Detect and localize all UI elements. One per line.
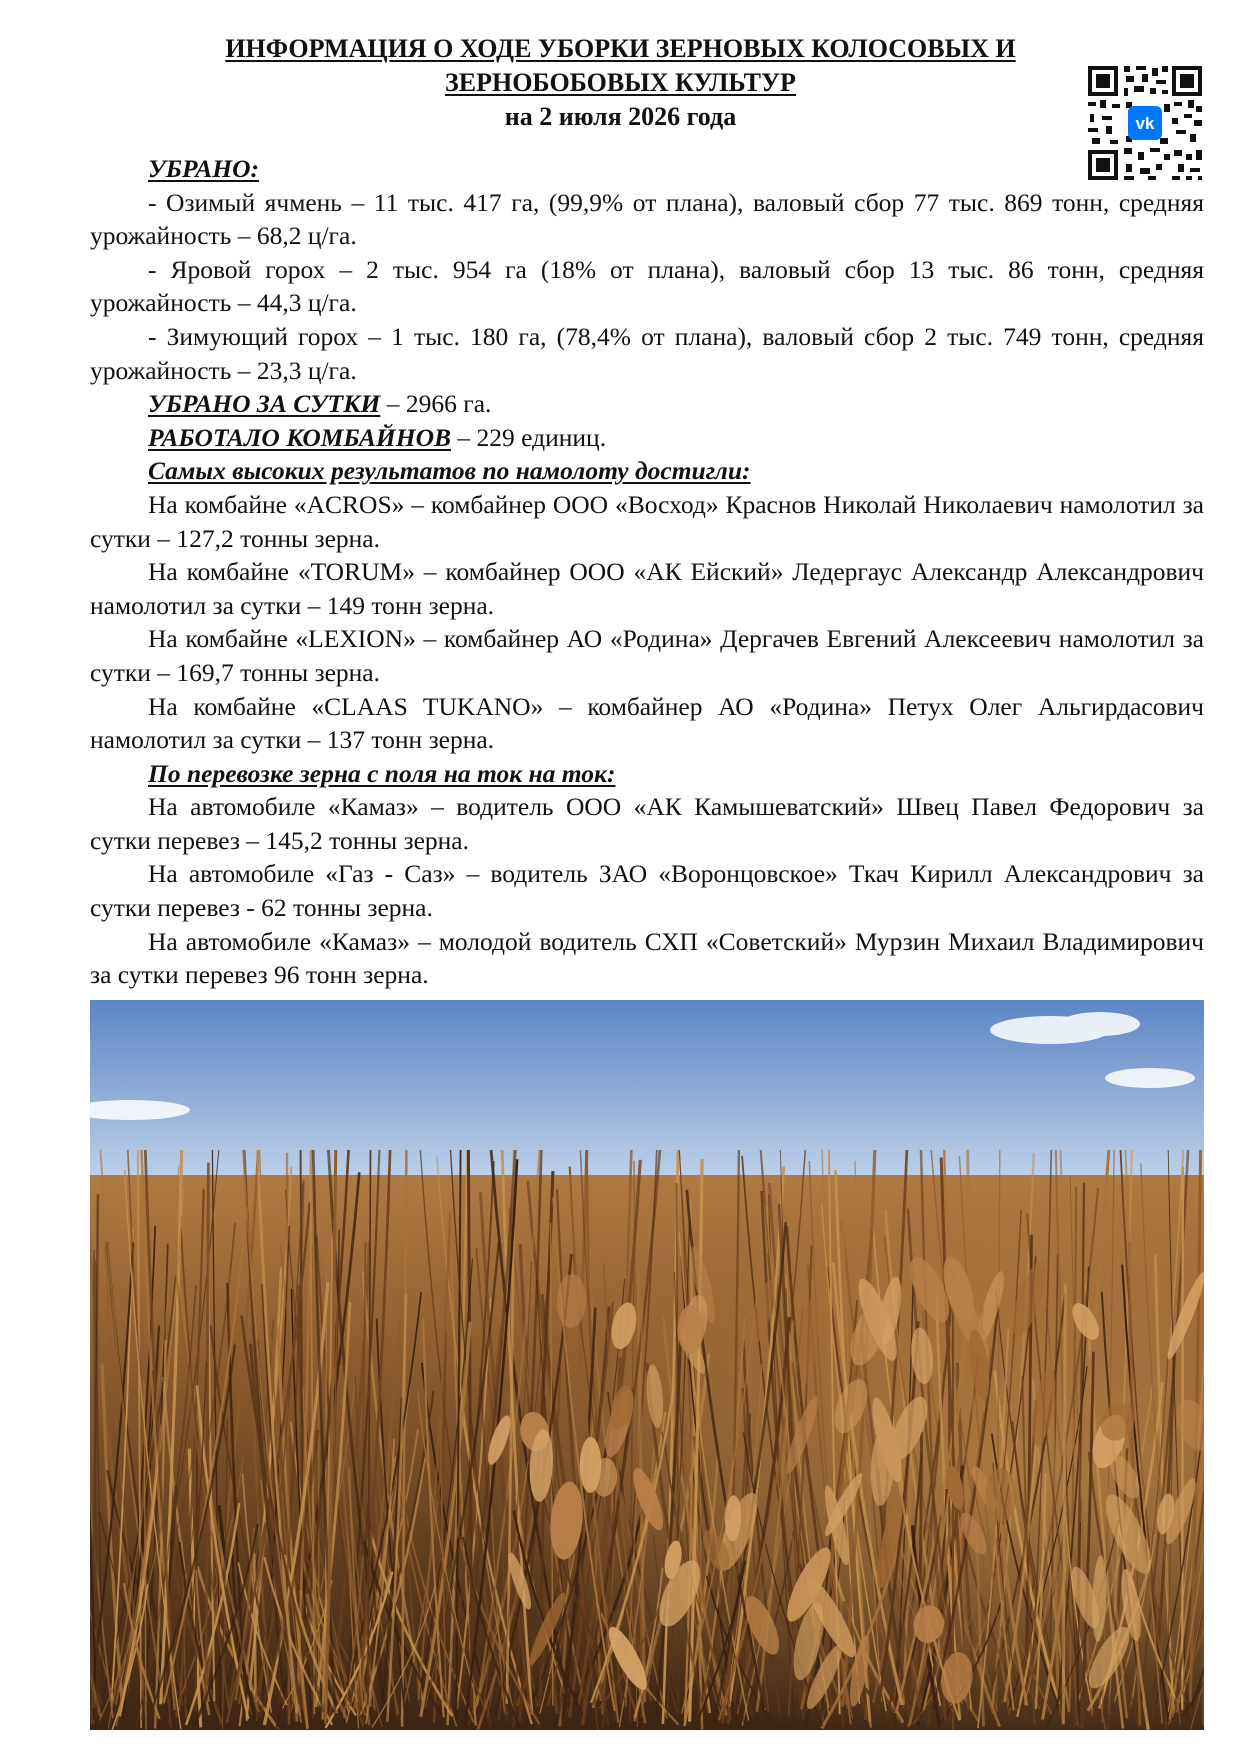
combines-label: РАБОТАЛО КОМБАЙНОВ <box>148 422 452 452</box>
combines-line <box>90 421 1204 455</box>
harvested-heading: УБРАНО: <box>148 154 260 183</box>
threshing-heading: Самых высоких результатов по намолоту достигли: <box>148 456 751 486</box>
field-photo-image <box>90 1000 1204 1730</box>
daily-harvest-label: УБРАНО ЗА СУТКИ <box>148 389 381 419</box>
transport-item: На автомобиле «Камаз» – водитель ООО «АК Камышеватский» Швец Павел Федорович за сутки перевез – 145,2 тонны зерна. <box>90 792 1204 855</box>
harvested-item-spring-peas: - Яровой горох – 2 тыс. 954 га (18% от плана), валовый сбор 13 тыс. 86 тонн, средняя урожайность – 44,3 ц/га. <box>90 254 1204 318</box>
document-body <box>90 152 1204 992</box>
transport-item: На автомобиле «Газ - Саз» – водитель ЗАО «Воронцовское» Ткач Кирилл Александрович за сутки перевез - 62 тонны зерна. <box>90 859 1204 923</box>
document-date: на 2 июля 2026 года <box>504 102 737 131</box>
threshing-item: На комбайне «ACROS» – комбайнер ООО «Восход» Краснов Николай Николаевич намолотил за сутки – 127,2 тонны зерна. <box>90 489 1204 553</box>
field-photo <box>90 1000 1204 1730</box>
svg-text:vk: vk <box>1135 114 1155 133</box>
threshing-item: На комбайне «CLAAS TUKANO» – комбайнер АО «Родина» Петух Олег Альгирдасович намолотил за сутки – 137 тонн зерна. <box>90 691 1204 755</box>
document-title-line-2: ЗЕРНОБОБОВЫХ КУЛЬТУР <box>445 68 796 97</box>
threshing-item: На комбайне «LEXION» – комбайнер АО «Родина» Дергачев Евгений Алексеевич намолотил за сутки – 169,7 тонны зерна. <box>90 624 1204 687</box>
harvested-item-winter-peas: - Зимующий горох – 1 тыс. 180 га, (78,4% от плана), валовый сбор 2 тыс. 749 тонн, средняя урожайность – 23,3 ц/га. <box>90 321 1204 385</box>
combines-value: – 229 единиц. <box>451 422 607 452</box>
daily-harvest-value: – 2966 га. <box>380 389 492 419</box>
daily-harvest-line <box>90 387 1204 421</box>
transport-heading: По перевозке зерна с поля на ток на ток: <box>148 758 616 788</box>
document-header <box>0 32 1241 134</box>
threshing-item: На комбайне «TORUM» – комбайнер ООО «АК Ейский» Ледергаус Александр Александрович намолотил за сутки – 149 тонн зерна. <box>90 557 1204 620</box>
document-title-line-1: ИНФОРМАЦИЯ О ХОДЕ УБОРКИ ЗЕРНОВЫХ КОЛОСОВЫХ И <box>225 34 1016 63</box>
harvested-item-winter-barley: - Озимый ячмень – 11 тыс. 417 га, (99,9% от плана), валовый сбор 77 тыс. 869 тонн, средняя урожайность – 68,2 ц/га. <box>90 187 1204 251</box>
transport-item: На автомобиле «Камаз» – молодой водитель СХП «Советский» Мурзин Михаил Владимирович за сутки перевез 96 тонн зерна. <box>90 926 1204 990</box>
